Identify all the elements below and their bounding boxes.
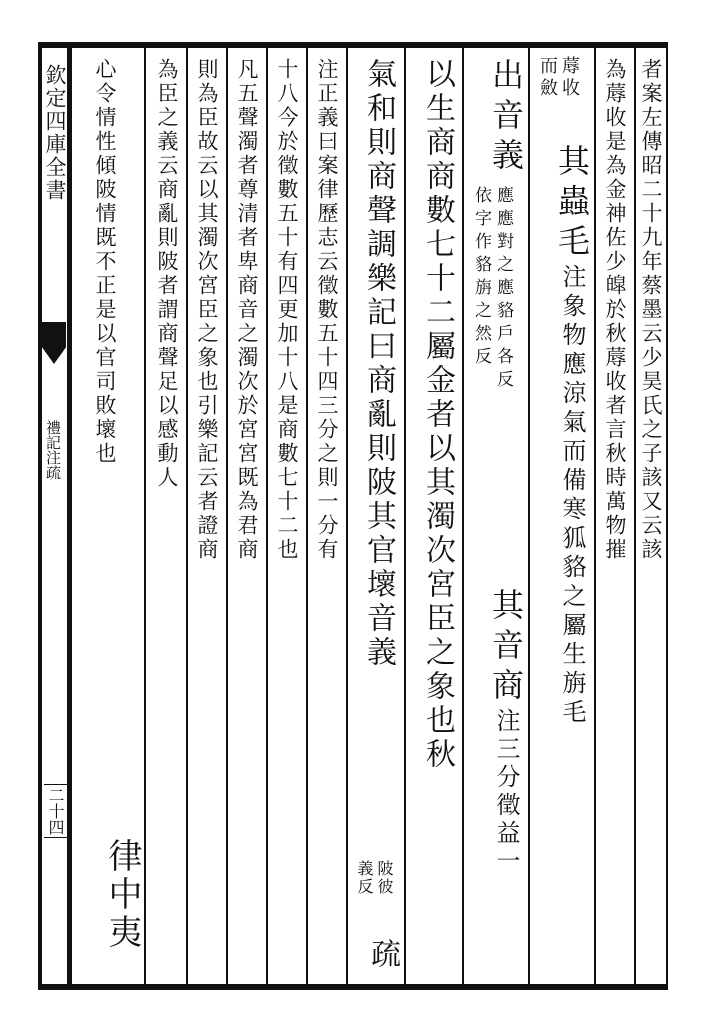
main-text: 其音商 — [487, 588, 525, 708]
text-column-2 — [594, 48, 634, 984]
annotation-a: 蓐收 — [559, 56, 580, 100]
annotation-b: 依字作貉旃之然反 — [471, 186, 491, 370]
note-text: 注三分徵益一 — [492, 708, 520, 876]
column-text: 心令情性傾陂情既不正是以官司敗壞也 — [93, 58, 117, 466]
shu-marker: 疏 — [365, 938, 400, 976]
column-main-text-2 — [478, 588, 528, 876]
text-column-8 — [266, 48, 306, 984]
text-column-9 — [226, 48, 266, 984]
text-column-11 — [144, 48, 186, 984]
main-text: 其蟲毛 — [553, 144, 591, 264]
text-column-3 — [528, 48, 594, 984]
book-name-label: 禮記注疏 — [44, 420, 62, 480]
book-page — [38, 42, 668, 990]
collection-title: 欽定四庫全書 — [43, 64, 67, 202]
column-main-text: 以生商商數七十二屬金者以其濁次宮臣之象也秋 — [420, 58, 455, 772]
column-main-text: 律中夷 — [102, 838, 142, 952]
text-column-1 — [634, 48, 670, 984]
annotation-line — [354, 860, 394, 896]
text-column-7 — [306, 48, 346, 984]
column-text: 注正義曰案律歷志云徵數五十四三分之則一分有 — [315, 58, 339, 562]
fishtail-mark-icon — [42, 322, 66, 364]
column-text: 則為臣故云以其濁次宮臣之象也引樂記云者證商 — [195, 58, 219, 562]
annotation-line — [536, 56, 580, 100]
annotation-b: 義反 — [355, 860, 374, 896]
page-margin — [42, 48, 70, 984]
annotation-line — [470, 186, 514, 393]
annotation-a: 陂彼 — [375, 860, 394, 896]
column-main-text: 出音義 — [487, 58, 525, 178]
note-text: 注象物應涼氣而備寒狐貉之屬生旃毛 — [558, 264, 586, 728]
column-text: 為臣之義云商亂則陂者謂商聲足以感動人 — [155, 58, 179, 490]
main-text: 氣和則商聲調樂記曰商亂則陂其官壞 — [361, 58, 396, 602]
column-text: 凡五聲濁者尊清者卑商音之濁次於宮宮既為君商 — [235, 58, 259, 562]
annotation-label: 音義 — [361, 602, 396, 670]
column-main-text — [348, 58, 404, 670]
page-number: 二十四 — [44, 784, 67, 838]
column-text: 者案左傳昭二十九年蔡墨云少昊氏之子該又云該 — [639, 58, 663, 562]
column-text: 十八今於徵數五十有四更加十八是商數七十二也 — [275, 58, 299, 562]
column-main-text — [542, 144, 594, 728]
annotation-a: 應應對之應貉戶各反 — [493, 186, 513, 393]
text-column-5 — [404, 48, 462, 984]
column-text: 為蓐收是為金神佐少皡於秋蓐收者言秋時萬物摧 — [603, 58, 627, 562]
text-column-10 — [186, 48, 226, 984]
annotation-b: 而斂 — [537, 56, 558, 100]
text-column-12b — [104, 48, 144, 984]
text-column-6 — [346, 48, 404, 984]
text-column-4 — [462, 48, 528, 984]
